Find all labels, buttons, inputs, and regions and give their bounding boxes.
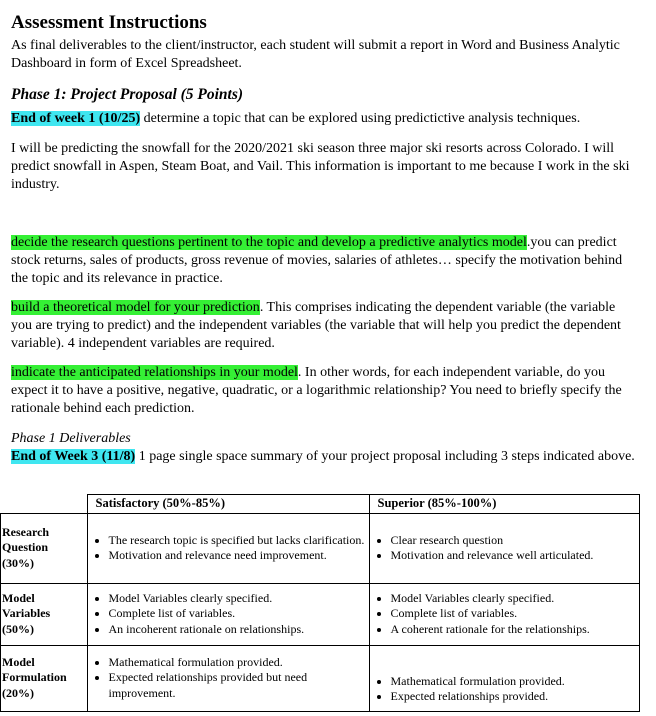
rubric-cell-satisfactory xyxy=(87,513,369,583)
rubric-cell-superior xyxy=(369,513,640,583)
step2-paragraph xyxy=(11,299,637,353)
deliverables-text: 1 page single space summary of your project proposal including 3 steps indicated above. xyxy=(135,449,635,464)
criterion-item: • An incoherent rationale on relationships. xyxy=(109,622,366,638)
criterion-item: • Expected relationships provided. xyxy=(391,689,637,705)
page-title: Assessment Instructions xyxy=(11,12,207,33)
row-label-line: (30%) xyxy=(2,555,34,570)
rubric-cell-satisfactory xyxy=(87,583,369,645)
step3-paragraph xyxy=(11,364,637,418)
rubric-row-label xyxy=(1,645,88,711)
rubric-row-model-variables xyxy=(1,583,640,645)
step3-highlight: indicate the anticipated relationships in your model xyxy=(11,365,298,380)
row-label-line: Model xyxy=(2,654,35,669)
intro-paragraph: As final deliverables to the client/instructor, each student will submit a report in Word and Business Analytic Dashboard in form of Excel Spreadsheet. xyxy=(11,38,620,71)
phase1-deadline-paragraph xyxy=(11,110,637,128)
phase1-heading: Phase 1: Project Proposal (5 Points) xyxy=(11,86,244,103)
criterion-item: • Expected relationships provided but need improvement. xyxy=(109,670,366,701)
rubric-row-label xyxy=(1,513,88,583)
rubric-col-satisfactory: Satisfactory (50%-85%) xyxy=(87,495,369,514)
criterion-item: • The research topic is specified but lacks clarification. xyxy=(109,533,366,549)
step1-text: .you can predict stock returns, sales of products, gross revenue of movies, salaries of athletes… specify the motivation behind the topic and its relevance in practice. xyxy=(11,235,623,286)
rubric-col-superior: Superior (85%-100%) xyxy=(369,495,640,514)
row-label-line: Variables xyxy=(2,606,51,621)
criterion-item: • Motivation and relevance need improvement. xyxy=(109,548,366,564)
student-response-paragraph: I will be predicting the snowfall for the 2020/2021 ski season three major ski resorts across Colorado. I will predict snowfall in Aspen, Steam Boat, and Vail. This information is important to me because I work in the ski industry. xyxy=(11,141,630,192)
row-label-line: Model xyxy=(2,590,35,605)
criterion-item: • Clear research question xyxy=(391,533,637,549)
rubric-row-label xyxy=(1,583,88,645)
criterion-item: • Mathematical formulation provided. xyxy=(109,655,366,671)
row-label-line: (50%) xyxy=(2,621,34,636)
step1-paragraph xyxy=(11,234,637,288)
criterion-item: • Mathematical formulation provided. xyxy=(391,674,637,690)
criterion-item: • Model Variables clearly specified. xyxy=(391,591,637,607)
step3-text: . In other words, for each independent variable, do you expect it to have a positive, negative, quadratic, or a logarithmic relationship? You need to briefly specify the rationale behind each prediction. xyxy=(11,365,622,416)
deliverables-heading: Phase 1 Deliverables xyxy=(11,431,131,446)
rubric-header-row xyxy=(1,495,640,514)
deliverables-deadline-highlight: End of Week 3 (11/8) xyxy=(11,449,136,464)
rubric-cell-satisfactory xyxy=(87,645,369,711)
step2-text: . This comprises indicating the dependent variable (the variable you are trying to predict) and the independent variables (the variable that will help you predict the dependent variable). 4 independent variables are required. xyxy=(11,300,621,351)
criterion-item: • A coherent rationale for the relationships. xyxy=(391,622,637,638)
row-label-line: Formulation xyxy=(2,670,67,685)
row-label-line: Question xyxy=(2,540,49,555)
rubric-row-research-question xyxy=(1,513,640,583)
row-label-line: Research xyxy=(2,524,50,539)
rubric-row-model-formulation xyxy=(1,645,640,711)
deliverables-paragraph xyxy=(11,448,637,466)
rubric-corner-cell xyxy=(1,495,88,514)
criterion-item: • Model Variables clearly specified. xyxy=(109,591,366,607)
rubric-table xyxy=(0,494,640,712)
rubric-cell-superior xyxy=(369,583,640,645)
step2-highlight: build a theoretical model for your prediction xyxy=(11,300,260,315)
row-label-line: (20%) xyxy=(2,685,34,700)
deadline-highlight: End of week 1 (10/25) xyxy=(11,111,141,126)
criterion-item: • Complete list of variables. xyxy=(109,606,366,622)
step1-highlight: decide the research questions pertinent to the topic and develop a predictive analytics model xyxy=(11,235,527,250)
criterion-item: • Motivation and relevance well articulated. xyxy=(391,548,637,564)
rubric-cell-superior xyxy=(369,645,640,711)
criterion-item: • Complete list of variables. xyxy=(391,606,637,622)
deadline-text: determine a topic that can be explored using predictictive analysis techniques. xyxy=(140,111,581,126)
